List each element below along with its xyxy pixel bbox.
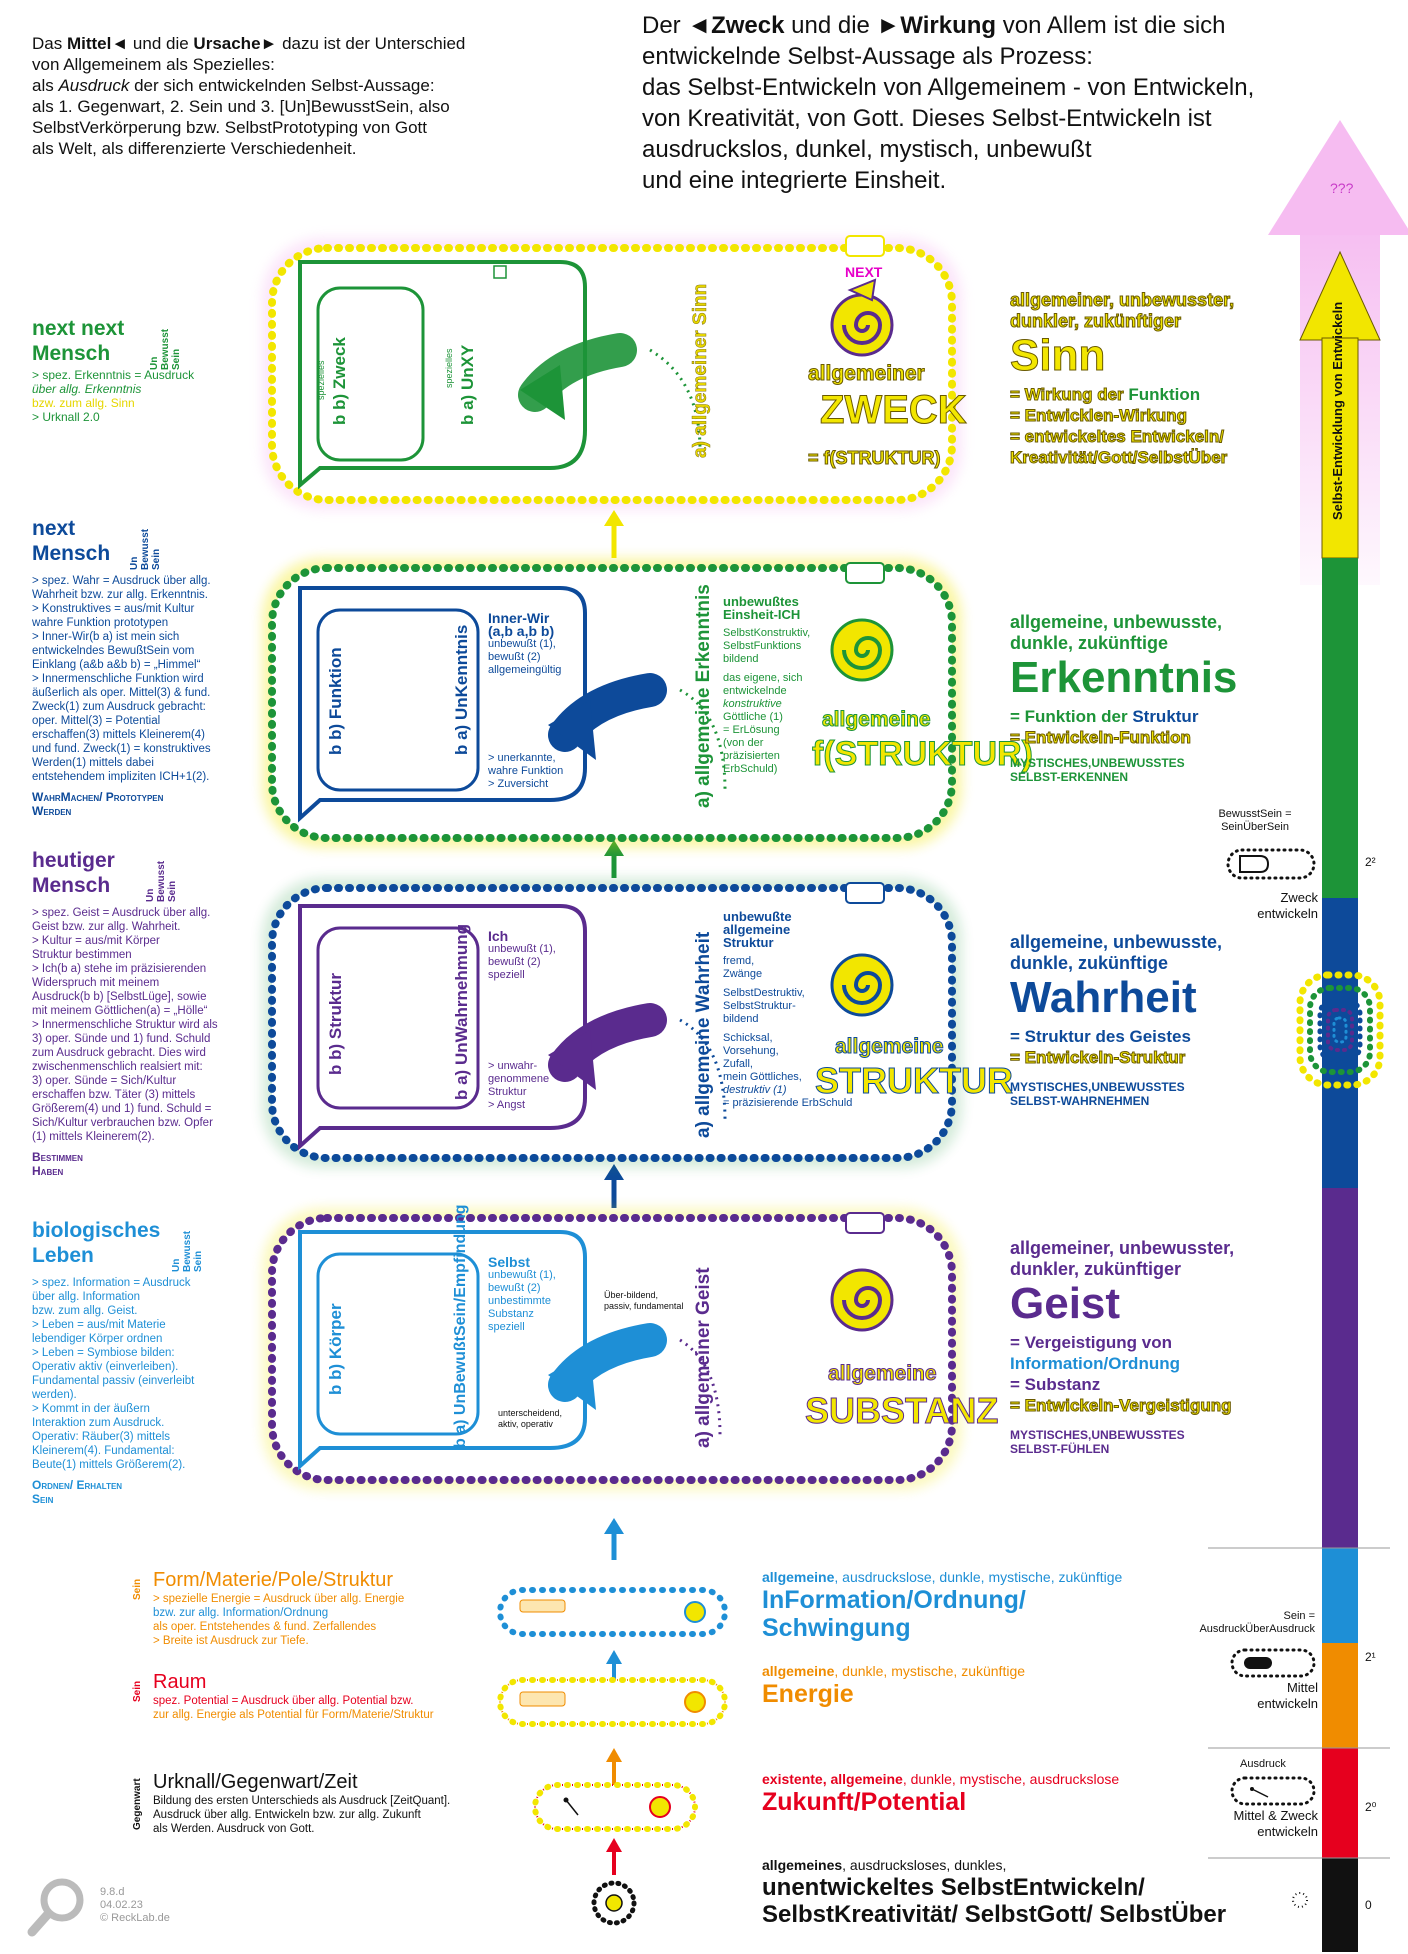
bio-bb-label: b b) Körper: [326, 1303, 345, 1395]
ur-tag: Gegenwart: [132, 1778, 143, 1830]
axis-zweck: Zweck entwickeln: [1257, 890, 1318, 921]
right-sinn: allgemeiner, unbewusster, dunkler, zukünftiger Sinn = Wirkung der Funktion = Entwicklen-Wirkung = entwickeltes Entwickeln/ Kreativität/Gott/SelbstÜber: [1010, 290, 1235, 467]
next-arrow-text: > unerkannte, wahre Funktion > Zuversicht: [488, 752, 564, 790]
bio-over-text: Über-bildend, passiv, fundamental: [604, 1290, 684, 1311]
bio-selbst: Selbst unbewußt (1), bewußt (2) unbestimmte Substanz speziell: [488, 1254, 556, 1333]
axis-p0: 0: [1365, 1898, 1372, 1912]
bio-ba-label: b a) UnBewußtSein/Empfindung: [452, 1204, 469, 1448]
next-bb-label: b b) Funktion: [326, 647, 345, 755]
right-erkenntnis: allgemeine, unbewusste, dunkle, zukünftige Erkenntnis = Funktion der Struktur = Entwickeln-Funktion MYSTISCHES,UNBEWUSSTES SELBST-ERKENNEN: [1010, 612, 1238, 784]
up-arrow-5: [606, 1650, 622, 1680]
next-ba-label: b a) UnKenntnis: [452, 624, 471, 755]
box-bio: [262, 1208, 962, 1490]
heute-struktur-text: unbewußte allgemeine Struktur fremd, Zwänge SelbstDestruktiv, SelbstStruktur- bildend Schicksal, Vorsehung, Zufall, mein Göttliches, destruktiv (1) = präzisierende ErbSchuld: [723, 909, 853, 1109]
up-arrow-1: [604, 510, 624, 558]
next-einsheit-ich: unbewußtes Einsheit-ICH SelbstKonstruktiv, SelbstFunktions bildend das eigene, sich entwickelnde konstruktive Göttliche (1) = ErLösung (von der präzisierten ErbSchuld): [723, 594, 811, 775]
right-wahrheit: allgemeine, unbewusste, dunkle, zukünftige Wahrheit = Struktur des Geistes = Entwickeln-Struktur MYSTISCHES,UNBEWUSSTES SELBST-WAHRNEHMEN: [1010, 932, 1223, 1108]
heute-icon-l2: STRUKTUR: [815, 1060, 1013, 1101]
nextnext-icon-l3: = f(STRUKTUR): [808, 448, 941, 468]
heute-icon-l1: allgemeine: [835, 1035, 944, 1058]
heute-ich: Ich unbewußt (1), bewußt (2) speziell: [488, 928, 556, 981]
axis-bewusstsein: BewusstSein = SeinÜberSein: [1218, 808, 1292, 833]
level-next-text: > spez. Wahr = Ausdruck über allg. Wahrheit bzw. zur allg. Erkenntnis. > Konstruktives = aus/mit Kultur wahre Funktion prototypen > Inner-Wir(b a) ist mein sich entwickelndes BewußtSein vom Einklang (a&b a&b b) = „Himmel“ > Innermenschliche Funktion wird äußerlich als oper. Mittel(3) & fund. Zweck(1) zum Ausdruck gebracht: oper. Mittel(3) = Potential erschaffen(3) mittels Kleinerem(4) und fund. Zweck(1) = konstruktives Werden(1) mittels dabei entstehendem impliziten ICH+1(2). WahrMachen/ Prototypen Werden: [32, 575, 211, 818]
bio-icon-l2: SUBSTANZ: [805, 1390, 999, 1431]
raum-text: Raum spez. Potential = Ausdruck über allg. Potential bzw. zur allg. Energie als Potential für Form/Materie/Struktur: [153, 1671, 434, 1721]
up-arrow-3: [604, 1164, 624, 1208]
nextnext-bb-small: spezielles: [316, 360, 326, 400]
bio-under-text: unterscheidend, aktiv, operativ: [498, 1408, 563, 1429]
bio-icon-l1: allgemeine: [828, 1362, 937, 1385]
pill-origin: [594, 1883, 634, 1923]
axis-mittel: Mittel entwickeln: [1257, 1680, 1318, 1711]
axis-p21: 2¹: [1365, 1650, 1376, 1664]
next-inner-wir: Inner-Wir (a,b a,b b) unbewußt (1), bewußt (2) allgemeingültig: [488, 610, 562, 676]
intro-left: Das Mittel◄ und die Ursache► dazu ist der Unterschied von Allgemeinem als Spezielles: als Ausdruck der sich entwickelnden Selbst-Aussage: als 1. Gegenwart, 2. Sein und 3. [Un]BewusstSein, also SelbstVerkörperung bzw. SelbstPrototyping von Gott als Welt, als differenzierte Verschiedenheit.: [32, 34, 466, 158]
nextnext-bb-label: b b) Zweck: [330, 337, 349, 425]
axis-ausdruck: Ausdruck: [1240, 1758, 1286, 1770]
axis-p20: 2⁰: [1365, 1800, 1377, 1814]
bio-a-label: a) allgemeiner Geist: [693, 1267, 714, 1448]
level-nextnext-head: next next Mensch: [32, 317, 125, 365]
right-geist: allgemeiner, unbewusster, dunkler, zukünftiger Geist = Vergeistigung von Information/Ordnung = Substanz = Entwickeln-Vergeistigung MYSTISCHES,UNBEWUSSTES SELBST-FÜHLEN: [1010, 1238, 1235, 1456]
nextnext-icon-l2: ZWECK: [820, 388, 967, 432]
level-heute-head: heutiger Mensch: [32, 849, 115, 897]
form-tag: Sein: [132, 1578, 143, 1600]
zukunft-text: existente, allgemeine, dunkle, mystische, ausdruckslose Zukunft/Potential: [762, 1771, 1120, 1816]
heute-arrow-text: > unwahr- genommene Struktur > Angst: [488, 1060, 550, 1111]
magnifier-icon: [32, 1882, 80, 1932]
axis-top-question: ???: [1330, 180, 1354, 196]
pill-raum: [500, 1680, 725, 1724]
box-next: [262, 558, 962, 848]
selbstentwickeln-text: allgemeines, ausdrucksloses, dunkles, unentwickeltes SelbstEntwickeln/ SelbstKreativität/ SelbstGott/ SelbstÜber: [762, 1857, 1227, 1928]
information-text: allgemeine, ausdruckslose, dunkle, mystische, zukünftige InFormation/Ordnung/ Schwingung: [762, 1569, 1123, 1642]
urknall-text: Urknall/Gegenwart/Zeit Bildung des ersten Unterschieds als Ausdruck [ZeitQuant]. Ausdruck über allg. Entwickeln bzw. zur allg. Zukunft als Werden. Ausdruck von Gott.: [153, 1771, 451, 1835]
up-arrow-4: [604, 1518, 624, 1560]
nextnext-ba-label: b a) UnXY: [458, 344, 477, 425]
axis-color-bar: [1322, 558, 1358, 1952]
axis-p22: 2²: [1365, 855, 1376, 869]
level-bio-text: > spez. Information = Ausdruck über allg. Information bzw. zum allg. Geist. > Leben = aus/mit Materie lebendiger Körper ordnen > Leben = Symbiose bilden: Operativ aktiv (einverleiben). Fundamental passiv (einverleibt werden). > Kommt in der äußern Interaktion zum Ausdruck. Operativ: Räuber(3) mittels Kleinerem(4). Fundamental: Beute(1) mittels Größerem(2). Ordnen/ Erhalten Sein: [32, 1277, 195, 1506]
level-heute-text: > spez. Geist = Ausdruck über allg. Geist bzw. zur allg. Wahrheit. > Kultur = aus/mit Körper Struktur bestimmen > Ich(b a) stehe im präzisierenden Widerspruch mit meinem Ausdruck(b b) [SelbstLüge], sowie mit meinem Göttlichen(a) = „Hölle“ > Innermenschliche Struktur wird als 3) oper. Sünde und 1) fund. Schuld zum Ausdruck gebracht. Dies wird zwischenmenschlich realsiert mit: 3) oper. Sünde = Sich/Kultur erschaffen bzw. Täter (3) mittels Größerem(4) und 1) fund. Schuld = Sich/Kultur verbrauchen bzw. Opfer (1) mittels Kleinerem(2). Bestimmen Haben: [32, 907, 218, 1178]
next-icon-l2: f(STRUKTUR): [812, 735, 1033, 773]
pill-information: [500, 1590, 725, 1634]
next-icon-l1: allgemeine: [822, 708, 931, 731]
level-next-head: next Mensch: [32, 517, 111, 565]
footer: 9.8.d 04.02.23 © ReckLab.de: [100, 1886, 170, 1924]
axis-mittel-zweck: Mittel & Zweck entwickeln: [1233, 1808, 1318, 1839]
box-heute: [262, 878, 962, 1168]
raum-tag: Sein: [132, 1680, 143, 1702]
up-arrow-7: [606, 1838, 622, 1875]
heute-bb-label: b b) Struktur: [326, 973, 345, 1075]
intro-right: Der ◄Zweck und die ►Wirkung von Allem ist die sich entwickelnde Selbst-Aussage als Prozess: das Selbst-Entwickeln von Allgemeinem - von Entwickeln, von Kreativität, von Gott. Dieses Selbst-Entwickeln ist ausdruckslos, dunkel, mystisch, unbewußt und eine integrierte Einsheit.: [642, 12, 1255, 194]
heute-a-label: a) allgemeine Wahrheit: [693, 931, 714, 1138]
level-bio-head: biologisches Leben: [32, 1219, 161, 1267]
level-nextnext-text: > spez. Erkenntnis = Ausdruck über allg. Erkenntnis bzw. zum allg. Sinn > Urknall 2.0: [32, 368, 195, 424]
next-badge: NEXT: [845, 264, 883, 280]
nextnext-ba-small: spezielles: [444, 348, 454, 388]
next-a-label: a) allgemeine Erkenntnis: [693, 584, 714, 808]
axis-label: Selbst-Entwicklung von Entwickeln: [1330, 301, 1345, 520]
nextnext-icon-l1: allgemeiner: [808, 362, 925, 385]
up-arrow-6: [606, 1748, 622, 1785]
form-text: Form/Materie/Pole/Struktur > spezielle Energie = Ausdruck über allg. Energie bzw. zur allg. Information/Ordnung als oper. Entstehendes & fund. Zerfallendes > Breite ist Ausdruck zur Tiefe.: [153, 1569, 405, 1647]
axis-sein: Sein = AusdruckÜberAusdruck: [1199, 1610, 1315, 1635]
energie-text: allgemeine, dunkle, mystische, zukünftige Energie: [762, 1663, 1026, 1708]
pill-urknall: [535, 1785, 695, 1829]
nextnext-a-label: a) allgemeiner Sinn: [690, 283, 711, 458]
heute-ba-label: b a) UnWahrnehmung: [452, 924, 471, 1100]
